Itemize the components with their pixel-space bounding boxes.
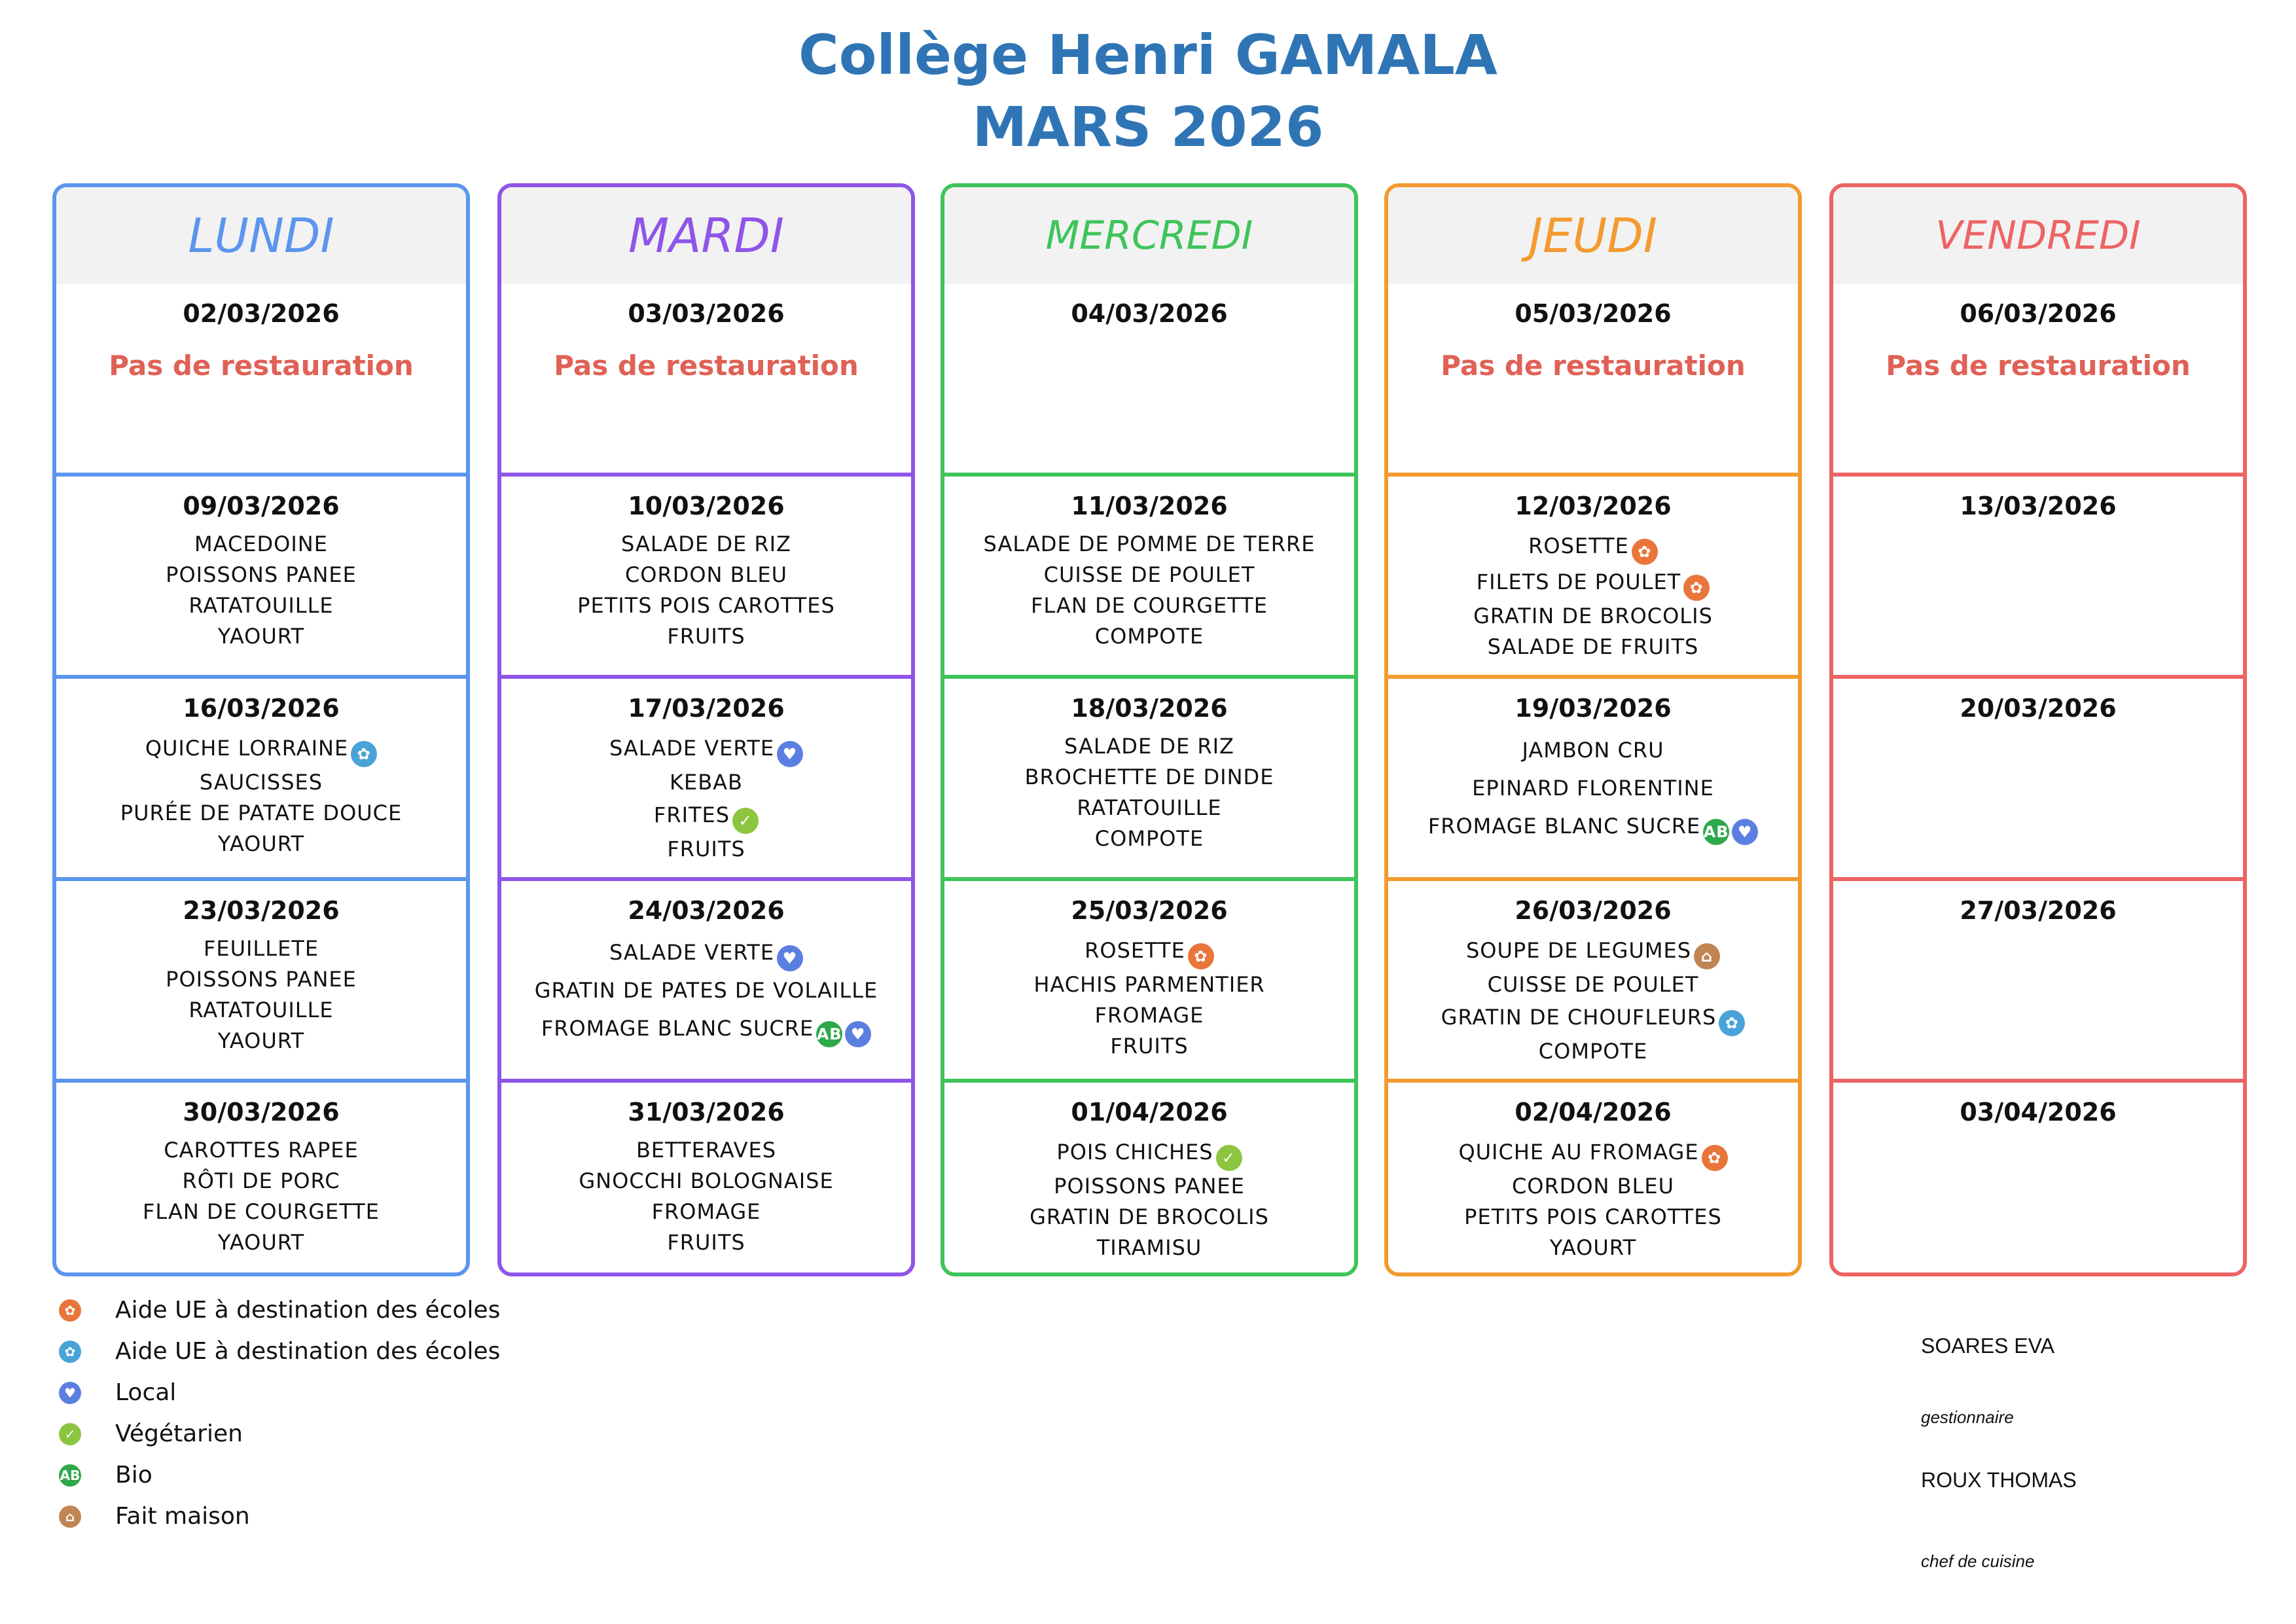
dish-item bbox=[501, 798, 911, 834]
dish-name: FRUITS bbox=[667, 837, 745, 861]
dish-item bbox=[56, 590, 466, 621]
vegetarian-icon: ✓ bbox=[1216, 1145, 1242, 1171]
dish-item bbox=[501, 590, 911, 621]
dish-name: BETTERAVES bbox=[636, 1138, 777, 1163]
menu-cell bbox=[1388, 881, 1798, 1083]
dish-item bbox=[56, 1135, 466, 1166]
menu-date: 10/03/2026 bbox=[628, 492, 785, 520]
menu-cell bbox=[944, 284, 1354, 477]
menu-date: 11/03/2026 bbox=[1071, 492, 1228, 520]
menu-date: 01/04/2026 bbox=[1071, 1098, 1228, 1127]
dish-name: PETITS POIS CAROTTES bbox=[577, 593, 835, 618]
dish-item bbox=[56, 560, 466, 590]
dish-item bbox=[1388, 601, 1798, 632]
dish-item bbox=[56, 731, 466, 767]
dish-name: QUICHE LORRAINE bbox=[145, 736, 349, 761]
dish-item bbox=[501, 731, 911, 767]
dish-name: YAOURT bbox=[217, 831, 305, 856]
dish-name: FILETS DE POULET bbox=[1476, 569, 1681, 594]
dish-name: GNOCCHI BOLOGNAISE bbox=[579, 1168, 834, 1193]
menu-cell bbox=[944, 477, 1354, 679]
dish-name: HACHIS PARMENTIER bbox=[1033, 972, 1265, 997]
day-header: JEUDI bbox=[1388, 187, 1798, 284]
day-header: MARDI bbox=[501, 187, 911, 284]
dish-name: PURÉE DE PATATE DOUCE bbox=[120, 801, 403, 825]
menu-cell bbox=[1833, 477, 2243, 679]
legend-item bbox=[59, 1293, 583, 1333]
dish-item bbox=[56, 933, 466, 964]
menu-cell bbox=[1388, 477, 1798, 679]
dish-item bbox=[944, 933, 1354, 969]
legend-label: Aide UE à destination des écoles bbox=[115, 1297, 501, 1324]
homemade-icon: ⌂ bbox=[1694, 943, 1720, 969]
dish-list bbox=[944, 529, 1354, 652]
no-service-note: Pas de restauration bbox=[1886, 350, 2191, 382]
dish-list bbox=[56, 1135, 466, 1258]
dish-item bbox=[501, 1197, 911, 1227]
dish-item bbox=[56, 995, 466, 1026]
dish-item bbox=[944, 793, 1354, 823]
signatory-role: chef de cuisine bbox=[1921, 1551, 2035, 1571]
no-service-note: Pas de restauration bbox=[1441, 350, 1746, 382]
dish-item bbox=[944, 731, 1354, 762]
legend-item bbox=[59, 1458, 583, 1498]
dish-item bbox=[1388, 632, 1798, 662]
day-header: LUNDI bbox=[56, 187, 466, 284]
menu-date: 31/03/2026 bbox=[628, 1098, 785, 1127]
eu-aid-blue-icon: ✿ bbox=[1719, 1010, 1745, 1036]
dish-name: CUISSE DE POULET bbox=[1043, 562, 1255, 587]
menu-cell bbox=[1388, 284, 1798, 477]
dish-name: FLAN DE COURGETTE bbox=[1031, 593, 1268, 618]
dish-name: FROMAGE bbox=[651, 1199, 761, 1224]
day-column-vendredi bbox=[1829, 183, 2247, 1276]
dish-item bbox=[501, 621, 911, 652]
dish-item bbox=[501, 1166, 911, 1197]
dish-name: RATATOUILLE bbox=[1077, 795, 1222, 820]
dish-name: FEUILLETE bbox=[203, 936, 319, 961]
menu-date: 16/03/2026 bbox=[183, 694, 340, 723]
dish-name: SALADE DE RIZ bbox=[1064, 734, 1234, 759]
bio-icon: AB bbox=[59, 1464, 81, 1487]
dish-item bbox=[1388, 807, 1798, 845]
menu-cell bbox=[1833, 1083, 2243, 1272]
dish-name: BROCHETTE DE DINDE bbox=[1024, 765, 1274, 789]
menu-cell bbox=[501, 284, 911, 477]
dish-list bbox=[1388, 731, 1798, 845]
dish-list bbox=[501, 933, 911, 1047]
dish-item bbox=[501, 1227, 911, 1258]
eu-aid-blue-icon: ✿ bbox=[59, 1341, 81, 1363]
menu-cell bbox=[56, 284, 466, 477]
menu-date: 03/04/2026 bbox=[1960, 1098, 2117, 1127]
dish-item bbox=[944, 560, 1354, 590]
dish-name: FROMAGE BLANC SUCRE bbox=[1427, 814, 1701, 839]
dish-name: JAMBON CRU bbox=[1522, 738, 1664, 763]
dish-name: ROSETTE bbox=[1528, 533, 1629, 558]
dish-name: CORDON BLEU bbox=[624, 562, 788, 587]
dish-list bbox=[501, 529, 911, 652]
dish-item bbox=[944, 1233, 1354, 1263]
dish-item bbox=[56, 829, 466, 859]
dish-name: FROMAGE bbox=[1094, 1003, 1204, 1028]
menu-date: 12/03/2026 bbox=[1515, 492, 1672, 520]
menu-date: 19/03/2026 bbox=[1515, 694, 1672, 723]
dish-name: POIS CHICHES bbox=[1056, 1140, 1213, 1164]
day-column-mardi bbox=[497, 183, 915, 1276]
legend-item bbox=[59, 1416, 583, 1457]
dish-name: GRATIN DE PATES DE VOLAILLE bbox=[534, 978, 878, 1003]
menu-cell bbox=[944, 679, 1354, 881]
dish-name: GRATIN DE CHOUFLEURS bbox=[1441, 1005, 1717, 1030]
menu-cell bbox=[501, 1083, 911, 1272]
dish-item bbox=[944, 762, 1354, 793]
menu-cell bbox=[56, 881, 466, 1083]
month-title: MARS 2026 bbox=[972, 95, 1324, 159]
local-icon: ♥ bbox=[1732, 819, 1758, 845]
menu-cell bbox=[1833, 284, 2243, 477]
dish-item bbox=[944, 1135, 1354, 1171]
menu-date: 20/03/2026 bbox=[1960, 694, 2117, 723]
dish-name: FRUITS bbox=[667, 1230, 745, 1255]
dish-item bbox=[1388, 529, 1798, 565]
dish-item bbox=[1388, 969, 1798, 1000]
eu-aid-orange-icon: ✿ bbox=[1188, 943, 1214, 969]
dish-name: FRITES bbox=[653, 803, 730, 827]
menu-cell bbox=[56, 477, 466, 679]
dish-name: FRUITS bbox=[1110, 1034, 1189, 1058]
menu-cell bbox=[501, 477, 911, 679]
dish-item bbox=[56, 1026, 466, 1056]
menu-date: 24/03/2026 bbox=[628, 896, 785, 925]
dish-item bbox=[56, 964, 466, 995]
dish-list bbox=[501, 731, 911, 865]
menu-date: 04/03/2026 bbox=[1071, 299, 1228, 328]
signatory-name: SOARES EVA bbox=[1921, 1334, 2054, 1358]
legend-item bbox=[59, 1334, 583, 1375]
dish-list bbox=[944, 731, 1354, 854]
eu-aid-orange-icon: ✿ bbox=[1683, 575, 1710, 601]
eu-aid-orange-icon: ✿ bbox=[59, 1299, 81, 1322]
dish-name: TIRAMISU bbox=[1096, 1235, 1202, 1260]
dish-item bbox=[56, 1166, 466, 1197]
dish-name: CAROTTES RAPEE bbox=[164, 1138, 359, 1163]
menu-date: 13/03/2026 bbox=[1960, 492, 2117, 520]
dish-list bbox=[944, 1135, 1354, 1263]
dish-item bbox=[56, 798, 466, 829]
day-column-lundi bbox=[52, 183, 470, 1276]
day-header: MERCREDI bbox=[944, 187, 1354, 284]
legend-item bbox=[59, 1499, 583, 1540]
local-icon: ♥ bbox=[59, 1382, 81, 1404]
menu-date: 18/03/2026 bbox=[1071, 694, 1228, 723]
dish-name: PETITS POIS CAROTTES bbox=[1464, 1204, 1722, 1229]
signatory-role: gestionnaire bbox=[1921, 1407, 2014, 1427]
dish-name: COMPOTE bbox=[1094, 826, 1204, 851]
dish-item bbox=[1388, 731, 1798, 769]
menu-cell bbox=[1388, 1083, 1798, 1272]
dish-name: MACEDOINE bbox=[194, 532, 328, 556]
dish-list bbox=[1388, 933, 1798, 1067]
dish-name: RÔTI DE PORC bbox=[182, 1168, 340, 1193]
menu-date: 02/04/2026 bbox=[1515, 1098, 1672, 1127]
dish-item bbox=[501, 1135, 911, 1166]
dish-name: YAOURT bbox=[1549, 1235, 1637, 1260]
local-icon: ♥ bbox=[777, 741, 803, 767]
dish-item bbox=[1388, 1202, 1798, 1233]
dish-name: POISSONS PANEE bbox=[1054, 1174, 1245, 1199]
menu-cell bbox=[1388, 679, 1798, 881]
dish-list bbox=[56, 529, 466, 652]
menu-date: 17/03/2026 bbox=[628, 694, 785, 723]
dish-item bbox=[501, 767, 911, 798]
menu-date: 25/03/2026 bbox=[1071, 896, 1228, 925]
legend-label: Aide UE à destination des écoles bbox=[115, 1338, 501, 1365]
eu-aid-orange-icon: ✿ bbox=[1632, 539, 1658, 565]
menu-cell bbox=[1833, 679, 2243, 881]
menu-cell bbox=[56, 679, 466, 881]
dish-name: GRATIN DE BROCOLIS bbox=[1030, 1204, 1269, 1229]
dish-name: CUISSE DE POULET bbox=[1487, 972, 1699, 997]
menu-date: 05/03/2026 bbox=[1515, 299, 1672, 328]
dish-name: SOUPE DE LEGUMES bbox=[1465, 938, 1692, 963]
dish-item bbox=[501, 1009, 911, 1047]
dish-list bbox=[501, 1135, 911, 1258]
vegetarian-icon: ✓ bbox=[59, 1423, 81, 1445]
dish-name: FLAN DE COURGETTE bbox=[143, 1199, 380, 1224]
dish-name: YAOURT bbox=[217, 624, 305, 649]
dish-name: RATATOUILLE bbox=[188, 593, 334, 618]
menu-cell bbox=[501, 881, 911, 1083]
dish-name: COMPOTE bbox=[1538, 1039, 1648, 1064]
dish-name: COMPOTE bbox=[1094, 624, 1204, 649]
menu-date: 06/03/2026 bbox=[1960, 299, 2117, 328]
dish-item bbox=[56, 767, 466, 798]
eu-aid-blue-icon: ✿ bbox=[351, 741, 377, 767]
dish-item bbox=[501, 971, 911, 1009]
school-title: Collège Henri GAMALA bbox=[798, 23, 1498, 87]
dish-list bbox=[1388, 529, 1798, 662]
legend-item bbox=[59, 1375, 583, 1416]
menu-date: 02/03/2026 bbox=[183, 299, 340, 328]
menu-cell bbox=[1833, 881, 2243, 1083]
dish-item bbox=[1388, 1135, 1798, 1171]
dish-item bbox=[944, 621, 1354, 652]
day-column-jeudi bbox=[1384, 183, 1802, 1276]
legend-label: Végétarien bbox=[115, 1420, 243, 1447]
dish-name: POISSONS PANEE bbox=[166, 967, 357, 992]
vegetarian-icon: ✓ bbox=[732, 808, 759, 834]
menu-date: 09/03/2026 bbox=[183, 492, 340, 520]
legend-label: Bio bbox=[115, 1462, 152, 1489]
dish-name: SAUCISSES bbox=[199, 770, 323, 795]
dish-item bbox=[56, 529, 466, 560]
no-service-note: Pas de restauration bbox=[554, 350, 859, 382]
menu-cell bbox=[944, 881, 1354, 1083]
dish-item bbox=[944, 1031, 1354, 1062]
dish-name: POISSONS PANEE bbox=[166, 562, 357, 587]
dish-item bbox=[56, 1227, 466, 1258]
homemade-icon: ⌂ bbox=[59, 1506, 81, 1528]
menu-date: 27/03/2026 bbox=[1960, 896, 2117, 925]
dish-name: QUICHE AU FROMAGE bbox=[1458, 1140, 1699, 1164]
dish-item bbox=[1388, 565, 1798, 601]
dish-name: FROMAGE BLANC SUCRE bbox=[541, 1016, 814, 1041]
dish-list bbox=[944, 933, 1354, 1062]
dish-name: SALADE DE FRUITS bbox=[1487, 634, 1699, 659]
dish-item bbox=[1388, 933, 1798, 969]
menu-date: 30/03/2026 bbox=[183, 1098, 340, 1127]
dish-item bbox=[1388, 1000, 1798, 1036]
dish-list bbox=[56, 933, 466, 1056]
menu-date: 23/03/2026 bbox=[183, 896, 340, 925]
dish-name: SALADE VERTE bbox=[609, 736, 775, 761]
dish-name: ROSETTE bbox=[1085, 938, 1185, 963]
dish-item bbox=[56, 621, 466, 652]
dish-item bbox=[944, 1000, 1354, 1031]
dish-name: YAOURT bbox=[217, 1230, 305, 1255]
no-service-note: Pas de restauration bbox=[109, 350, 414, 382]
dish-item bbox=[501, 933, 911, 971]
menu-date: 03/03/2026 bbox=[628, 299, 785, 328]
dish-name: KEBAB bbox=[670, 770, 743, 795]
dish-item bbox=[56, 1197, 466, 1227]
dish-list bbox=[1388, 1135, 1798, 1263]
bio-icon: AB bbox=[816, 1021, 842, 1047]
dish-name: SALADE DE POMME DE TERRE bbox=[983, 532, 1316, 556]
dish-item bbox=[944, 969, 1354, 1000]
eu-aid-orange-icon: ✿ bbox=[1702, 1145, 1728, 1171]
dish-name: GRATIN DE BROCOLIS bbox=[1473, 604, 1713, 628]
bio-icon: AB bbox=[1703, 819, 1729, 845]
signatory-name: ROUX THOMAS bbox=[1921, 1468, 2077, 1492]
dish-item bbox=[944, 823, 1354, 854]
dish-item bbox=[501, 529, 911, 560]
dish-name: YAOURT bbox=[217, 1028, 305, 1053]
dish-name: FRUITS bbox=[667, 624, 745, 649]
dish-list bbox=[56, 731, 466, 859]
dish-item bbox=[501, 834, 911, 865]
dish-item bbox=[944, 1171, 1354, 1202]
dish-item bbox=[1388, 1036, 1798, 1067]
legend-label: Local bbox=[115, 1379, 177, 1406]
dish-name: SALADE VERTE bbox=[609, 940, 775, 965]
dish-item bbox=[1388, 1233, 1798, 1263]
menu-cell bbox=[56, 1083, 466, 1272]
day-column-mercredi bbox=[941, 183, 1358, 1276]
menu-cell bbox=[944, 1083, 1354, 1272]
dish-name: EPINARD FLORENTINE bbox=[1472, 776, 1714, 801]
dish-item bbox=[1388, 1171, 1798, 1202]
dish-item bbox=[944, 529, 1354, 560]
local-icon: ♥ bbox=[845, 1021, 871, 1047]
dish-item bbox=[944, 1202, 1354, 1233]
dish-item bbox=[501, 560, 911, 590]
dish-name: RATATOUILLE bbox=[188, 998, 334, 1022]
dish-name: CORDON BLEU bbox=[1511, 1174, 1675, 1199]
day-header: VENDREDI bbox=[1833, 187, 2243, 284]
menu-cell bbox=[501, 679, 911, 881]
dish-item bbox=[1388, 769, 1798, 807]
legend-label: Fait maison bbox=[115, 1503, 250, 1530]
dish-item bbox=[944, 590, 1354, 621]
menu-date: 26/03/2026 bbox=[1515, 896, 1672, 925]
dish-name: SALADE DE RIZ bbox=[621, 532, 791, 556]
local-icon: ♥ bbox=[777, 945, 803, 971]
